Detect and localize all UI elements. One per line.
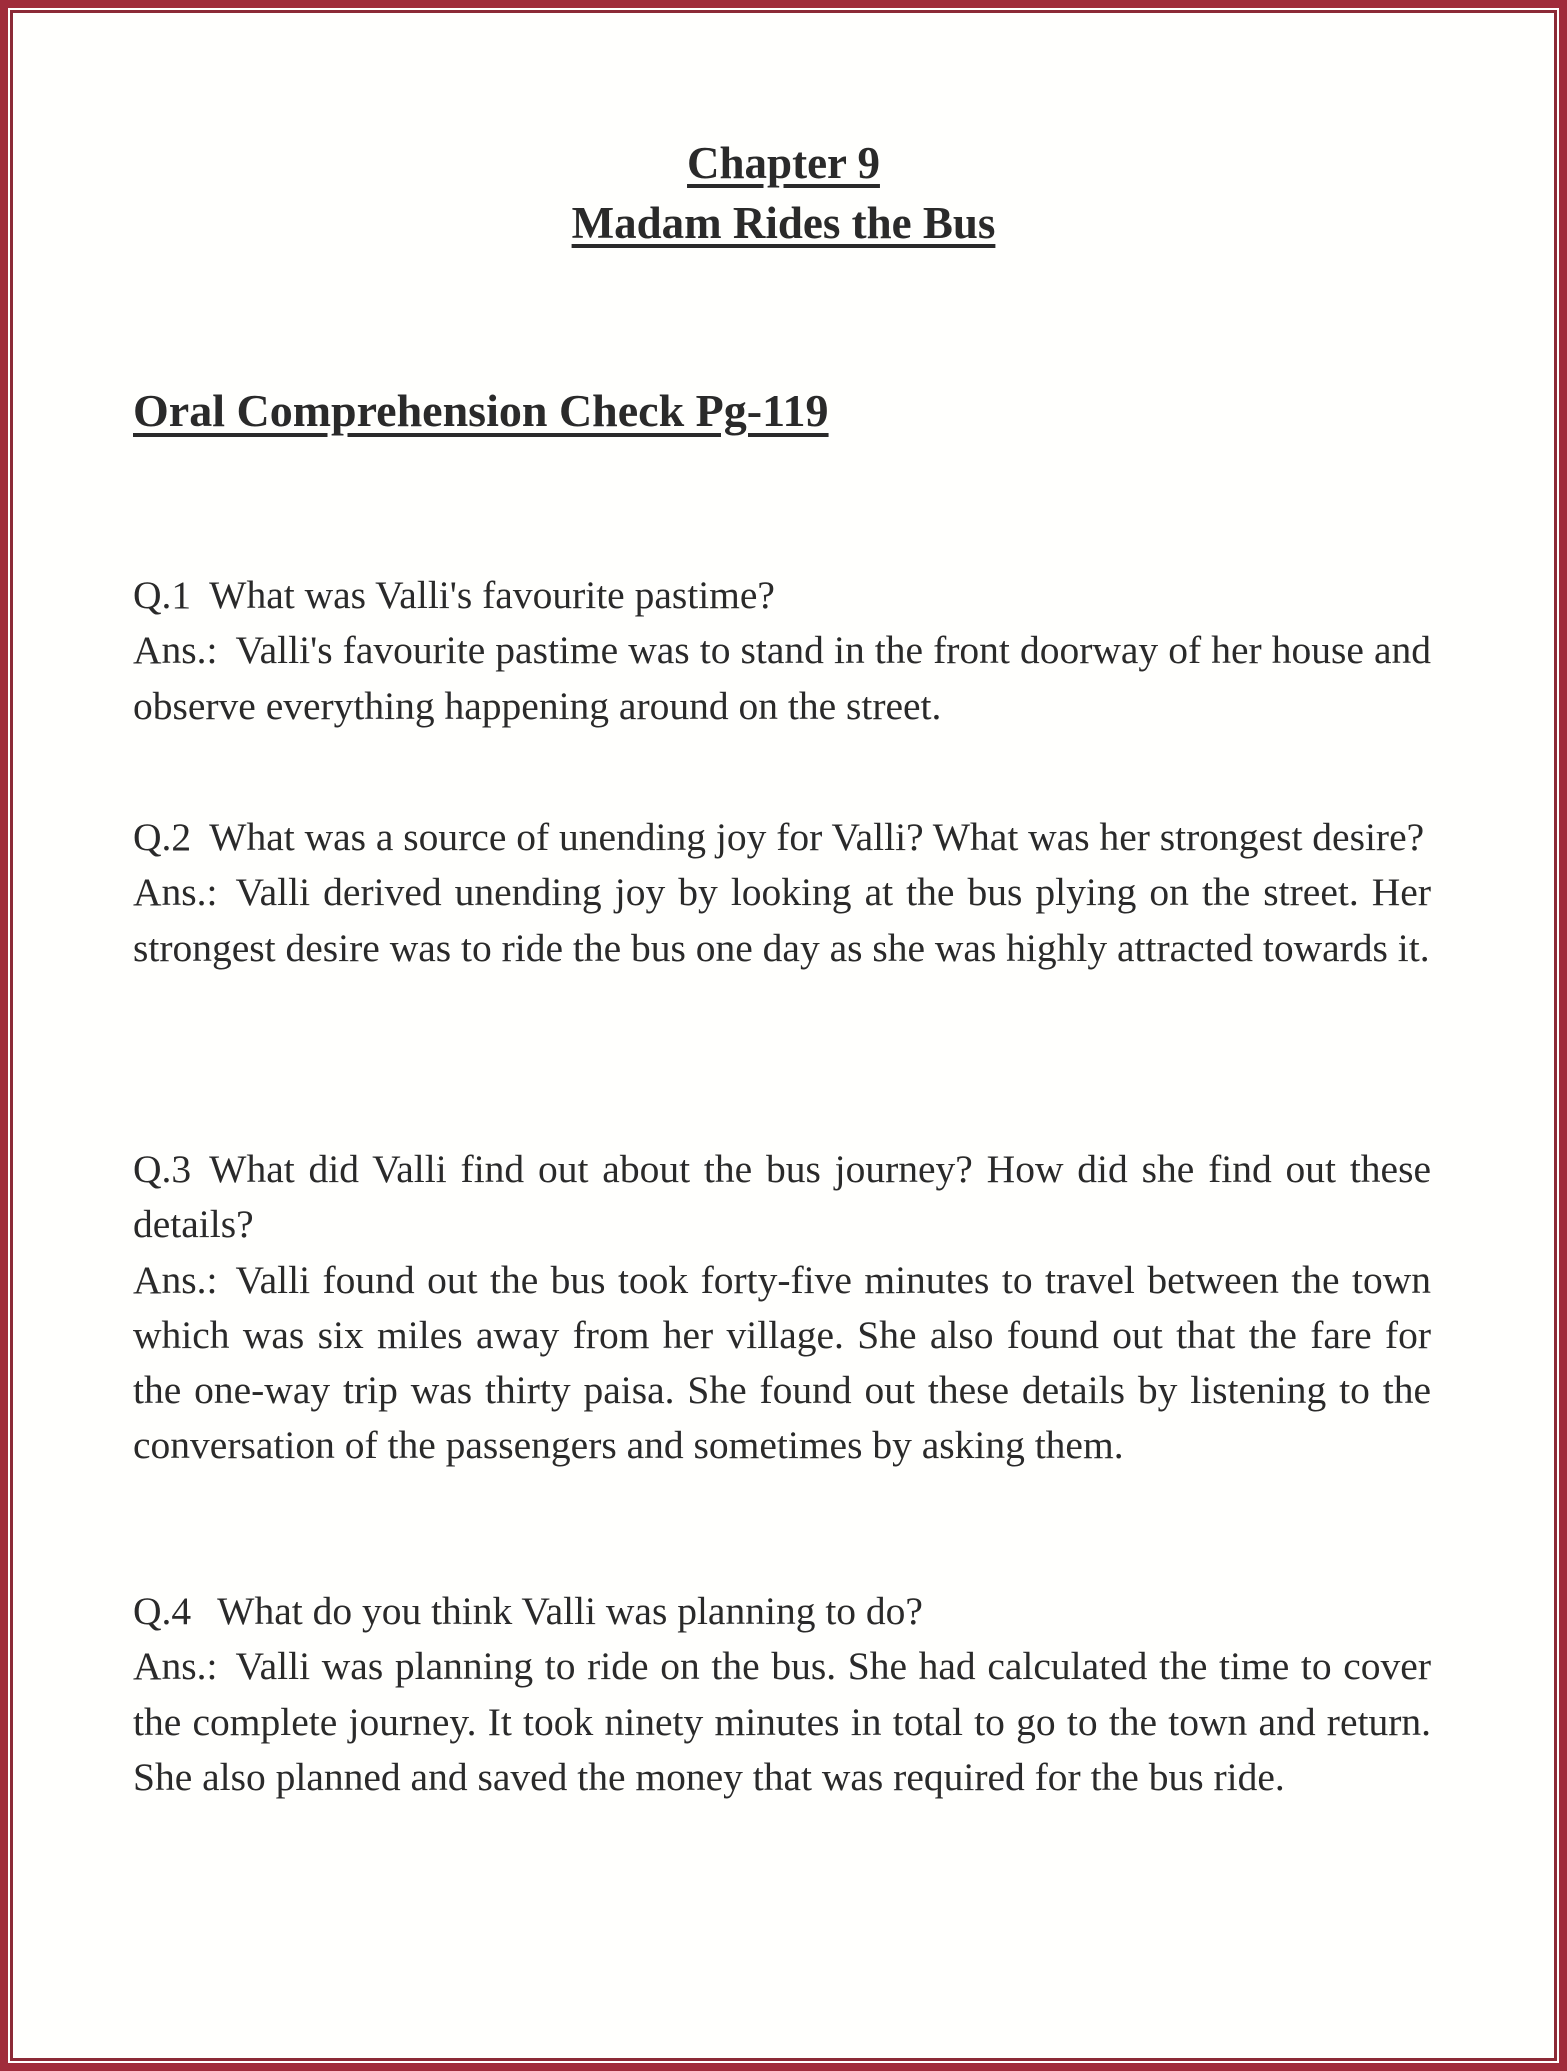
question-text: What do you think Valli was planning to do? (217, 1589, 923, 1633)
answer-label: Ans.: (133, 870, 218, 915)
answer (133, 865, 1431, 976)
chapter-subtitle (0, 193, 1567, 253)
question (133, 568, 1431, 623)
answer-label: Ans.: (133, 628, 218, 673)
answer (133, 1253, 1431, 1474)
question-number: Q.2 (133, 815, 192, 859)
chapter-subtitle-text: Madam Rides the Bus (571, 198, 996, 248)
chapter-title-text: Chapter 9 (687, 138, 880, 188)
answer-text: Valli's favourite pastime was to stand in the front doorway of her house and observe everything happening around on the street. (133, 628, 1431, 728)
answer-text: Valli derived unending joy by looking at the bus plying on the street. Her strongest desire was to ride the bus one day as she was highly attracted towards it. (133, 870, 1431, 970)
question-number: Q.1 (133, 573, 192, 617)
question-text: What did Valli find out about the bus journey? How did she find out these details? (133, 1147, 1431, 1247)
answer (133, 623, 1431, 734)
question (133, 810, 1431, 865)
question-text: What was Valli's favourite pastime? (209, 573, 775, 617)
question (133, 1584, 1431, 1639)
answer (133, 1639, 1431, 1805)
answer-text: Valli was planning to ride on the bus. She had calculated the time to cover the complete journey. It took ninety minutes in total to go to the town and return. She also planned and saved the money that was required for the bus ride. (133, 1644, 1431, 1799)
question (133, 1142, 1431, 1253)
question-number: Q.3 (133, 1147, 192, 1191)
chapter-title (0, 133, 1567, 193)
question-number: Q.4 (133, 1589, 192, 1633)
answer-text: Valli found out the bus took forty-five minutes to travel between the town which was six miles away from her village. She also found out that the fare for the one-way trip was thirty paisa. She found out these details by listening to the conversation of the passengers and sometimes by asking them. (133, 1257, 1431, 1468)
answer-label: Ans.: (133, 1257, 218, 1302)
question-text: What was a source of unending joy for Valli? What was her strongest desire? (209, 815, 1425, 859)
qa-block-2 (133, 810, 1431, 976)
qa-block-4 (133, 1584, 1431, 1805)
qa-block-1 (133, 568, 1431, 734)
qa-block-3 (133, 1142, 1431, 1474)
section-heading: Oral Comprehension Check Pg-119 (133, 385, 829, 436)
answer-label: Ans.: (133, 1644, 218, 1689)
